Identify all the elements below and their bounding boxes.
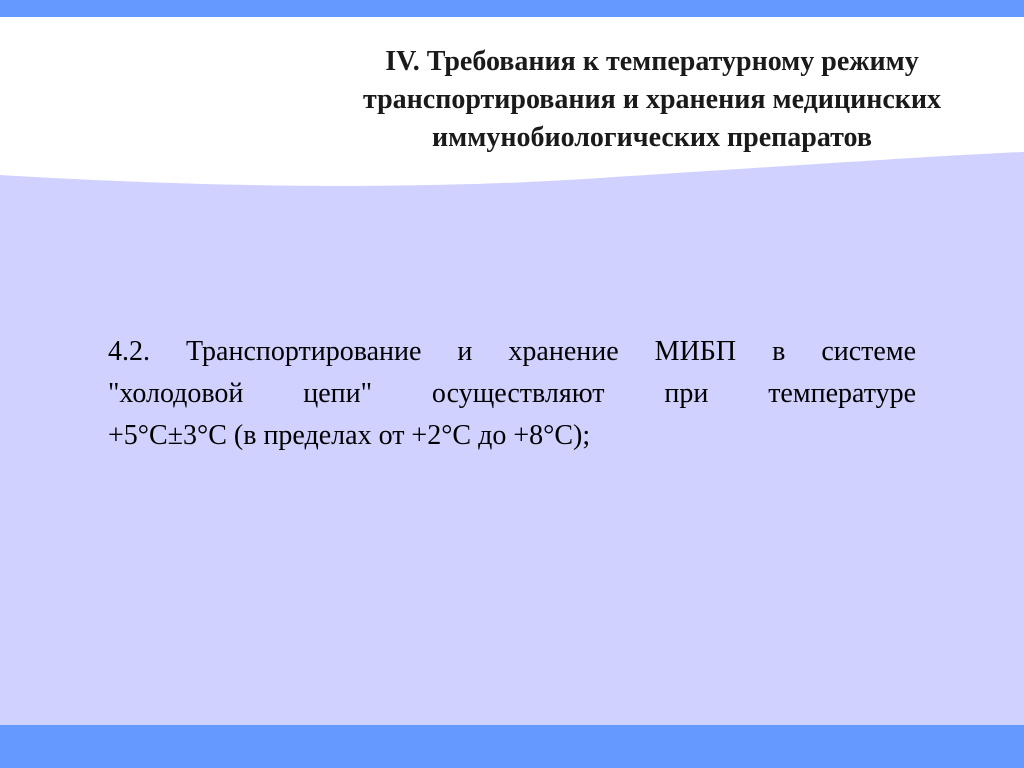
- title-line: транспортирования и хранения медицинских: [362, 84, 942, 115]
- title-line: IV. Требования к температурному режиму: [385, 46, 919, 77]
- bottom-accent-bar: [0, 725, 1024, 768]
- body-paragraph: [108, 331, 916, 457]
- body-line: +5°C±3°C (в пределах от +2°C до +8°C);: [108, 420, 591, 451]
- body-line: 4.2. Транспортирование и хранение МИБП в системе: [108, 336, 916, 367]
- title-line: иммунобиологических препаратов: [432, 122, 872, 153]
- top-accent-bar: [0, 0, 1024, 17]
- slide-title: [280, 43, 1024, 157]
- body-line: "холодовой цепи" осуществляют при температуре: [108, 378, 916, 409]
